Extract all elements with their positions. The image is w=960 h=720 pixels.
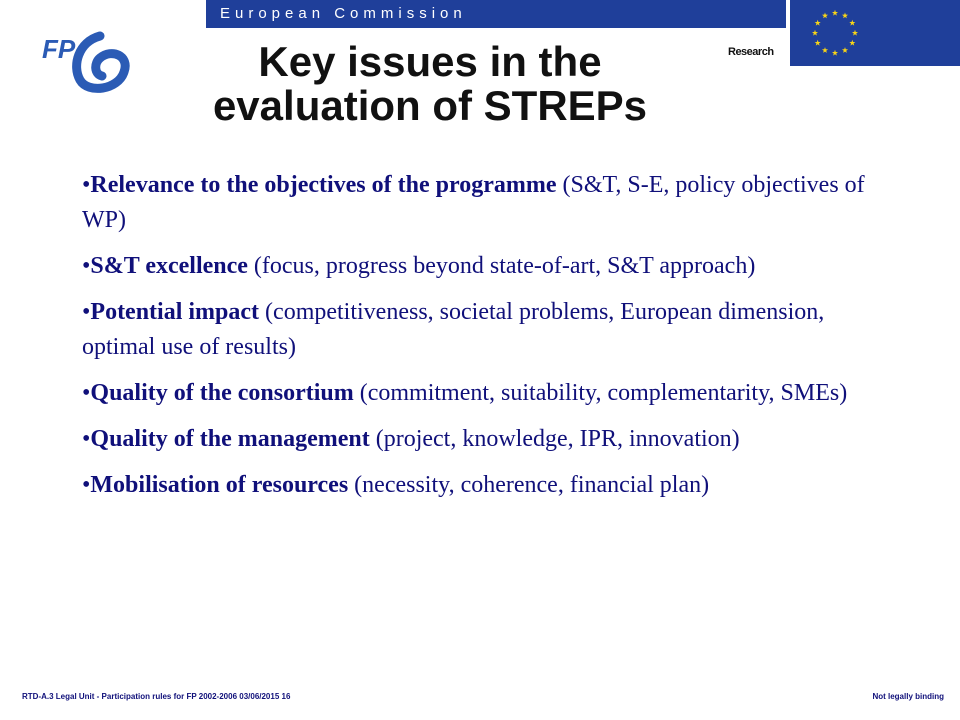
research-label: Research (728, 46, 774, 58)
eu-star-icon (815, 20, 821, 26)
bullet-detail: (project, knowledge, IPR, innovation) (369, 426, 740, 452)
bullet-detail: (S&T, S-E, policy objectives of WP) (82, 172, 865, 233)
bullet-item: •Relevance to the objectives of the programme (S&T, S-E, policy objectives of WP) (82, 172, 865, 233)
fp6-logo-icon (38, 28, 138, 98)
eu-star-icon (849, 20, 855, 26)
bullet-item: •Quality of the consortium (commitment, suitability, complementarity, SMEs) (82, 380, 848, 406)
eu-star-icon (815, 40, 821, 46)
eu-star-icon (832, 10, 838, 16)
bullet-heading: Quality of the consortium (90, 380, 354, 406)
bullet-item: •Mobilisation of resources (necessity, coherence, financial plan) (82, 472, 710, 498)
eu-star-icon (842, 47, 848, 53)
eu-star-icon (832, 50, 838, 56)
european-commission-banner (206, 0, 786, 28)
eu-star-icon (842, 12, 848, 18)
bullet-detail: (necessity, coherence, financial plan) (348, 472, 710, 498)
bullet-item: •Potential impact (competitiveness, societal problems, European dimension, optimal use of results) (82, 299, 825, 360)
bullet-heading: S&T excellence (90, 253, 248, 279)
title-line-2: evaluation of STREPs (212, 82, 648, 129)
eu-star-icon (852, 30, 858, 36)
slide-title (140, 40, 720, 128)
bullet-heading: Mobilisation of resources (90, 472, 349, 498)
footer-source: RTD-A.3 Legal Unit - Participation rules for FP 2002-2006 03/06/2015 16 (22, 692, 291, 701)
eu-flag-icon (790, 0, 960, 66)
bullet-item: •S&T excellence (focus, progress beyond state-of-art, S&T approach) (82, 253, 756, 279)
bullet-item: •Quality of the management (project, knowledge, IPR, innovation) (82, 426, 740, 452)
eu-star-icon (822, 12, 828, 18)
eu-star-icon (822, 47, 828, 53)
bullet-heading: Quality of the management (90, 426, 370, 452)
svg-text:FP: FP (42, 34, 76, 64)
eu-star-icon (849, 40, 855, 46)
bullet-detail: (focus, progress beyond state-of-art, S&T approach) (247, 253, 756, 279)
bullet-heading: Potential impact (90, 299, 260, 325)
title-line-1: Key issues in the (258, 38, 602, 85)
eu-star-icon (812, 30, 818, 36)
bullet-heading: Relevance to the objectives of the programme (90, 172, 557, 198)
bullet-detail: (competitiveness, societal problems, European dimension, optimal use of results) (82, 299, 825, 360)
banner-text: European Commission (220, 5, 467, 22)
footer-disclaimer: Not legally binding (872, 692, 944, 701)
bullet-list (82, 168, 882, 514)
bullet-detail: (commitment, suitability, complementarity, SMEs) (353, 380, 848, 406)
